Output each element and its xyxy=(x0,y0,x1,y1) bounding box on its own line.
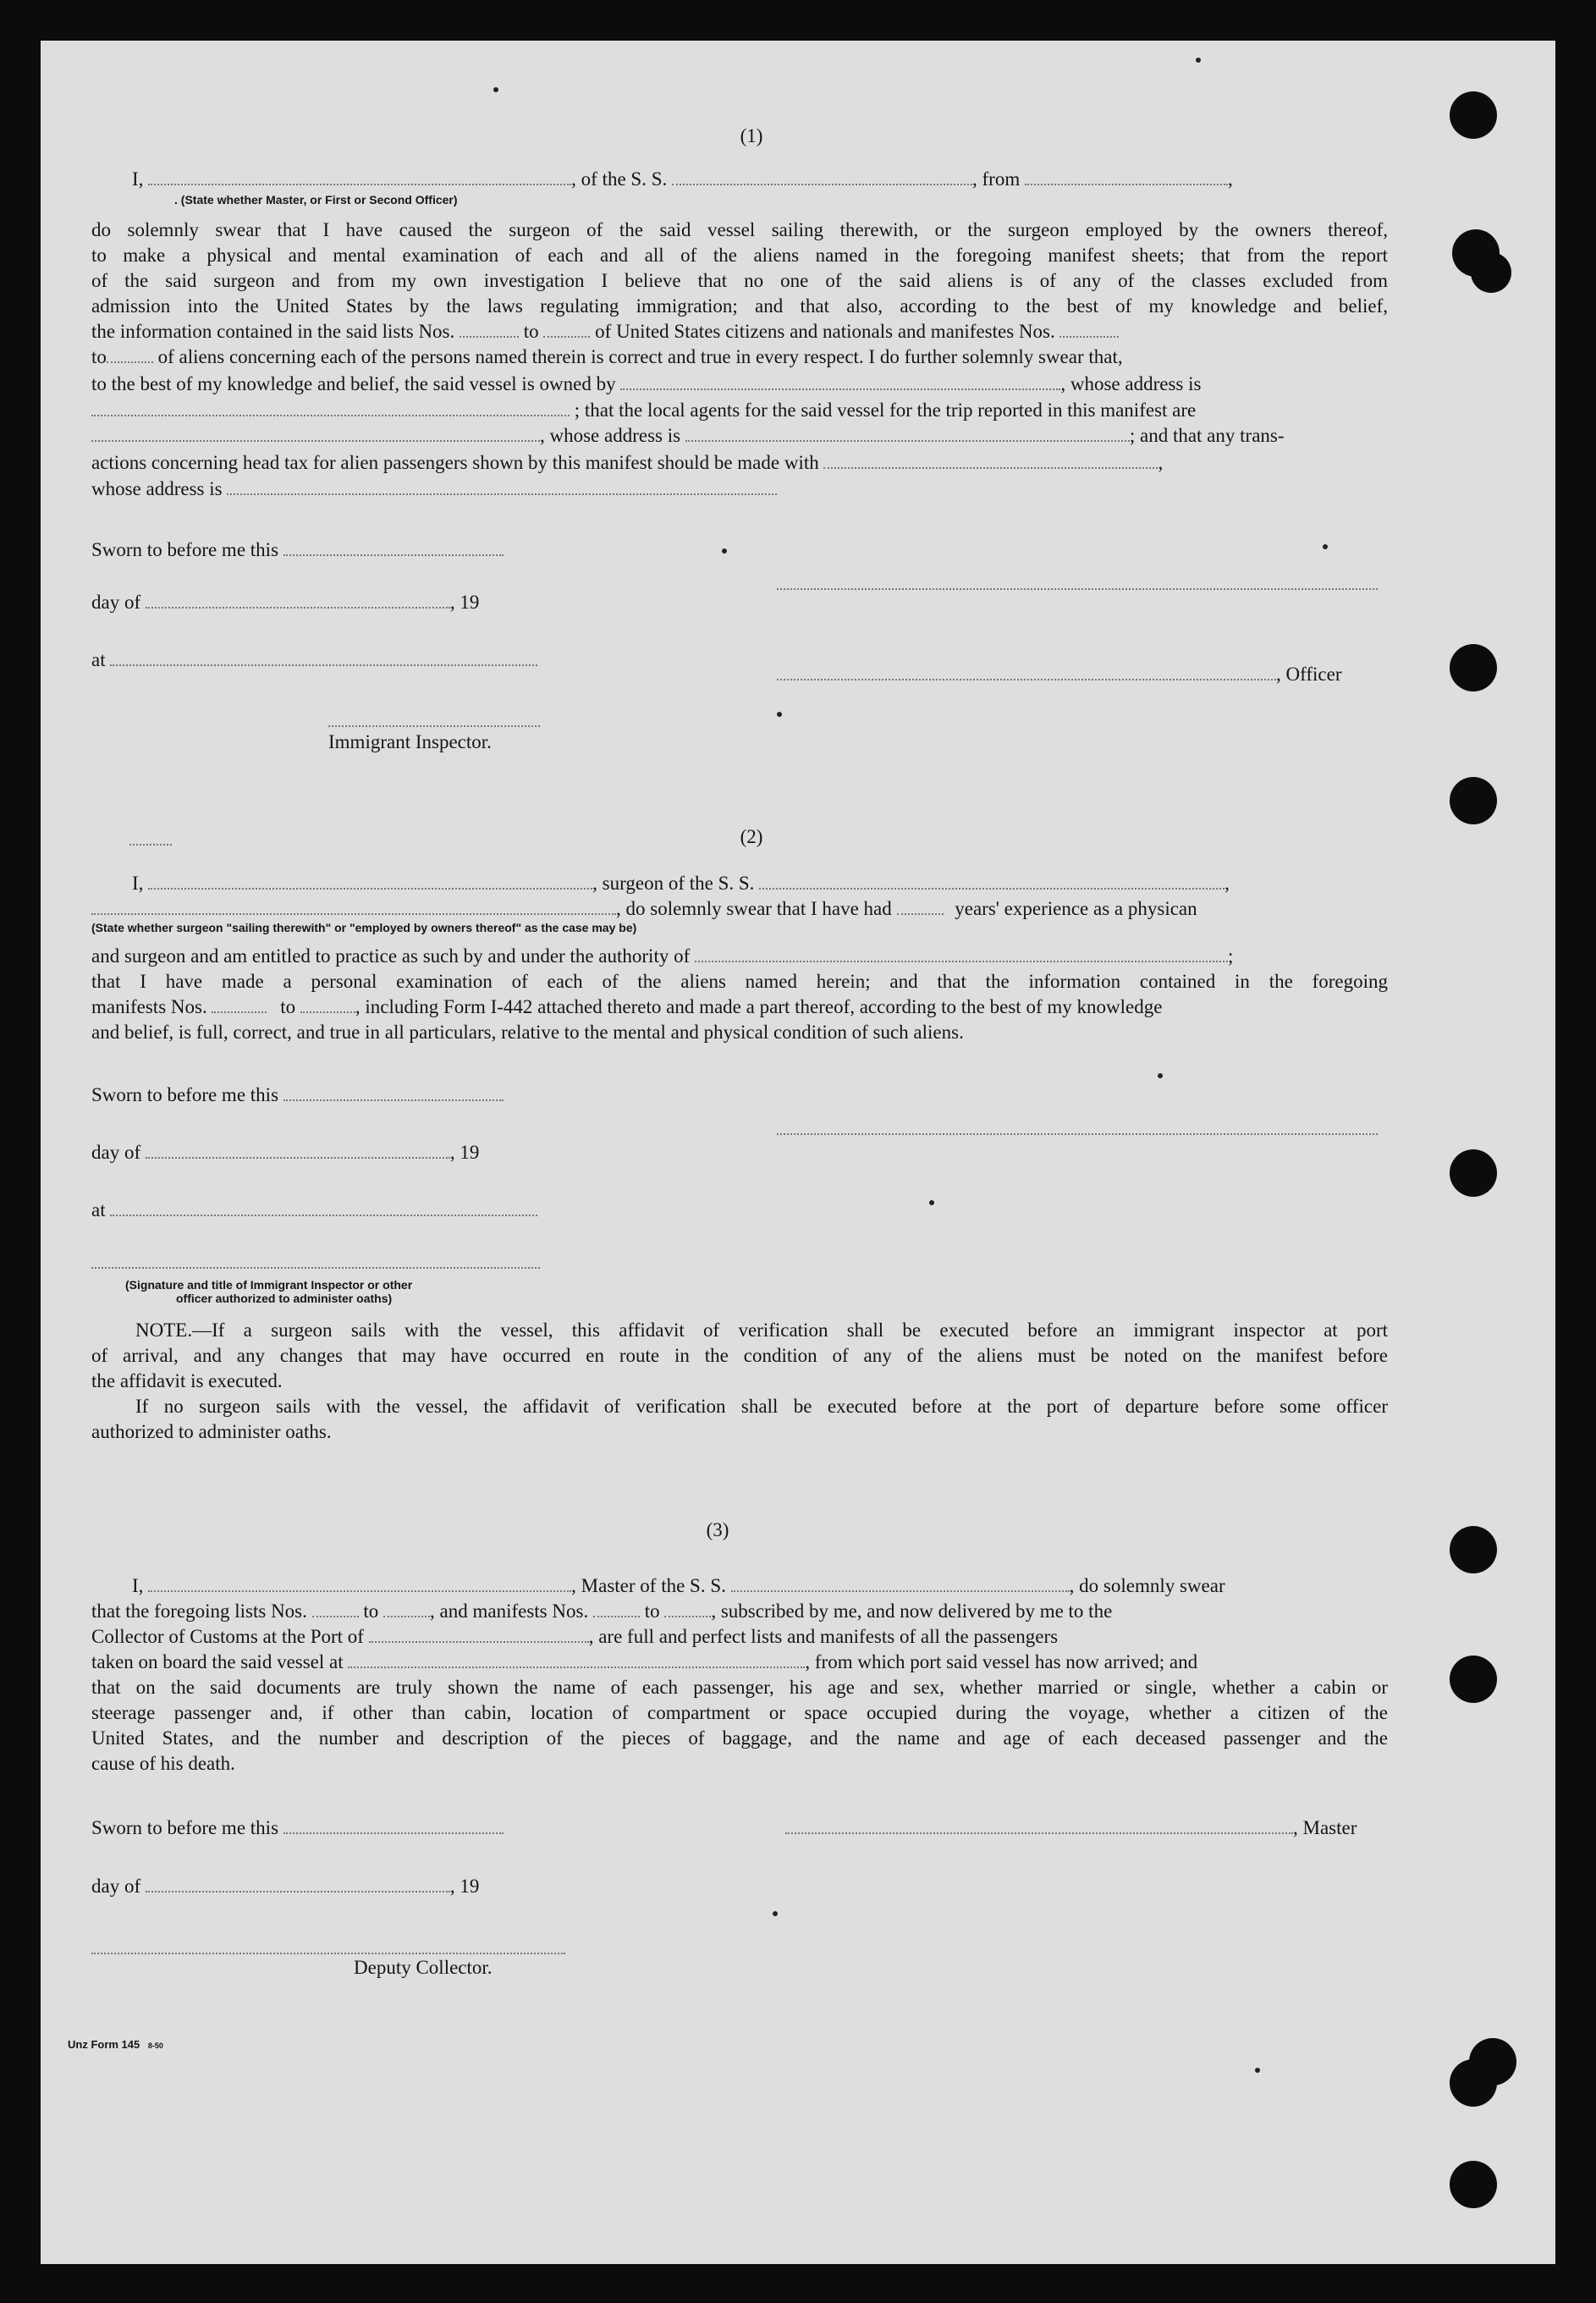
s3-master-name-field[interactable] xyxy=(148,1575,571,1592)
s1-sworn-row xyxy=(91,538,504,562)
s2-sig-note-1: (Signature and title of Immigrant Inspector or other xyxy=(125,1278,413,1292)
s1-line-7 xyxy=(91,372,1201,396)
s2-at-row xyxy=(91,1198,537,1222)
s1-line-10: actions concerning head tax for alien passengers shown by this manifest should be made with , xyxy=(91,452,1164,473)
note-line-5: authorized to administer oaths. xyxy=(91,1421,332,1442)
s2-to-label: to xyxy=(280,996,296,1017)
s3-last: cause of his death. xyxy=(91,1753,235,1774)
s1-transactions-label: ; and that any trans- xyxy=(1129,425,1285,446)
s1-lists-from-field[interactable] xyxy=(460,321,519,338)
punch-hole xyxy=(1450,91,1497,139)
s1-inspector-row xyxy=(328,709,540,733)
s2-signature-field[interactable] xyxy=(777,1118,1378,1135)
s1-agents-field[interactable] xyxy=(91,425,540,442)
s3-line-i xyxy=(132,1574,1225,1598)
s3-master-row xyxy=(785,1816,1357,1840)
s1-officer-name-field[interactable] xyxy=(148,168,571,185)
s1-day-row xyxy=(91,591,479,614)
s1-agents-address-field[interactable] xyxy=(685,425,1130,442)
s2-day-of-label: day of xyxy=(91,1142,141,1163)
s3-collector-row xyxy=(91,1937,565,1960)
s2-day-row xyxy=(91,1141,479,1165)
s3-year-label: , 19 xyxy=(449,1876,480,1897)
s1-at-label: at xyxy=(91,649,106,670)
s1-to-label: to xyxy=(523,321,539,342)
s3-manifests-label: , and manifests Nos. xyxy=(430,1601,589,1622)
s2-swear-label: , do solemnly swear that I have had xyxy=(616,898,892,919)
s1-at-row xyxy=(91,648,537,672)
s1-body-2: to make a physical and mental examination of each and all of the aliens named in the foregoing manifest sheets; that from the report xyxy=(91,245,1388,266)
s3-departure-port-field[interactable] xyxy=(348,1651,805,1668)
ink-speck xyxy=(773,1911,778,1916)
s3-body-3: United States, and the number and description of the pieces of baggage, and the name and age of each deceased passenger and the xyxy=(91,1727,1388,1749)
ink-speck xyxy=(493,87,498,92)
s3-sworn-label: Sworn to before me this xyxy=(91,1817,279,1838)
s3-port-field[interactable] xyxy=(369,1626,589,1643)
s2-signature-row xyxy=(777,1117,1378,1141)
s1-lists-label: the information contained in the said lists Nos. xyxy=(91,321,455,342)
s2-sig-note-2: officer authorized to administer oaths) xyxy=(176,1292,393,1305)
s1-line-8 xyxy=(91,399,1196,422)
s2-month-field[interactable] xyxy=(146,1142,450,1159)
punch-hole xyxy=(1450,2161,1497,2208)
section-3-number: (3) xyxy=(706,1519,729,1540)
s1-from-port-field[interactable] xyxy=(1025,168,1228,185)
s2-manifests-label: manifests Nos. xyxy=(91,996,207,1017)
s3-lists-from-field[interactable] xyxy=(312,1601,359,1617)
s3-delivered-label: , subscribed by me, and now delivered by me to the xyxy=(711,1601,1113,1622)
s1-officer-signature-field[interactable] xyxy=(777,664,1276,680)
s3-perfect-label: , are full and perfect lists and manifests of all the passengers xyxy=(588,1626,1059,1647)
s2-manifests-to-field[interactable] xyxy=(300,996,355,1013)
s1-from-label: , from xyxy=(972,168,1021,190)
manifest-affidavit-page xyxy=(41,41,1555,2264)
s3-day-of-label: day of xyxy=(91,1876,141,1897)
s3-collector-field[interactable] xyxy=(91,1937,565,1954)
form-date: 8-50 xyxy=(147,2041,163,2050)
s2-authority-label: and surgeon and am entitled to practice as such by and under the authority of xyxy=(91,945,691,967)
s1-agents-label: ; that the local agents for the said vessel for the trip reported in this manifest are xyxy=(574,399,1197,421)
s1-line-6 xyxy=(91,345,1123,369)
s1-at-field[interactable] xyxy=(110,649,537,666)
s1-owner-field[interactable] xyxy=(620,373,1060,390)
s1-owner-address-field[interactable] xyxy=(91,399,570,416)
s1-head-tax-address-field[interactable] xyxy=(227,478,777,495)
s1-signature-field[interactable] xyxy=(777,573,1378,590)
s3-on-board-label: taken on board the said vessel at xyxy=(91,1651,344,1672)
punch-hole xyxy=(1450,1149,1497,1197)
s1-officer-note: . (State whether Master, or First or Second Officer) xyxy=(174,193,458,207)
form-number-label: Unz Form 145 xyxy=(68,2038,140,2051)
s1-i-label: I, xyxy=(132,168,144,190)
s2-line-i: I, , surgeon of the S. S. , xyxy=(132,873,1230,894)
s2-manifests-from-field[interactable] xyxy=(212,996,267,1013)
s1-head-tax-label: actions concerning head tax for alien passengers shown by this manifest should be made with xyxy=(91,452,819,473)
s3-body-1: that on the said documents are truly shown the name of each passenger, his age and sex, whether married or single, whether a cabin or xyxy=(91,1677,1388,1698)
s3-manifests-from-field[interactable] xyxy=(593,1601,640,1617)
s2-surgeon-of-label: , surgeon of the S. S. xyxy=(592,873,755,894)
section-2-number: (2) xyxy=(740,826,763,847)
s2-inspector-row xyxy=(91,1251,540,1275)
s1-body-4: admission into the United States by the laws regulating immigration; and that also, according to the best of my knowledge and belief, xyxy=(91,295,1388,317)
s2-line-swear xyxy=(91,897,1197,921)
punch-hole xyxy=(1450,777,1497,824)
s1-sworn-label: Sworn to before me this xyxy=(91,539,279,560)
s1-day-of-label: day of xyxy=(91,592,141,613)
s3-manifests-to-field[interactable] xyxy=(664,1601,711,1617)
s3-master-signature-field[interactable] xyxy=(785,1817,1293,1834)
s1-line-5 xyxy=(91,320,1119,344)
s3-lists-label: that the foregoing lists Nos. xyxy=(91,1601,307,1622)
s1-signature-row xyxy=(777,572,1378,596)
s2-line-1: and surgeon and am entitled to practice as such by and under the authority of ; xyxy=(91,945,1234,967)
s1-manifests-label: of United States citizens and nationals and manifestes Nos. xyxy=(595,321,1055,342)
s1-line-9 xyxy=(91,424,1285,448)
note-line-1: NOTE.—If a surgeon sails with the vessel, this affidavit of verification shall be executed before an immigrant inspector at port xyxy=(135,1320,1388,1341)
s3-day-row xyxy=(91,1875,479,1898)
s1-inspector-field[interactable] xyxy=(328,710,540,727)
s3-line-3 xyxy=(91,1625,1058,1649)
s3-month-field[interactable] xyxy=(146,1876,450,1893)
s2-i-label: I, xyxy=(132,873,144,894)
s2-top-dots xyxy=(129,828,172,851)
s3-sworn-row xyxy=(91,1816,504,1840)
s1-inspector-label: Immigrant Inspector. xyxy=(328,731,492,752)
note-line-3: the affidavit is executed. xyxy=(91,1370,283,1391)
s3-master-of-label: , Master of the S. S. xyxy=(571,1575,726,1596)
s1-to-label-2: to xyxy=(91,346,107,367)
s2-vessel-field[interactable] xyxy=(759,873,1225,890)
s2-form-label: , including Form I-442 attached thereto and made a part thereof, according to the best of my knowledge xyxy=(355,996,1163,1017)
s3-master-label: , Master xyxy=(1293,1817,1357,1838)
s3-to-label-2: to xyxy=(644,1601,660,1622)
section-1-number: (1) xyxy=(740,125,763,146)
s3-sworn-day-field[interactable] xyxy=(283,1817,504,1834)
s2-at-label: at xyxy=(91,1199,106,1220)
s1-owned-by-label: to the best of my knowledge and belief, the said vessel is owned by xyxy=(91,373,616,394)
s1-owner-address-label: , whose address is xyxy=(1060,373,1202,394)
punch-hole xyxy=(1450,644,1497,691)
s1-lists-to-field[interactable] xyxy=(543,321,590,338)
ink-speck xyxy=(929,1200,934,1205)
s1-manifests-from-field[interactable] xyxy=(1059,321,1119,338)
ink-speck xyxy=(1196,58,1201,63)
s3-collector-label: Deputy Collector. xyxy=(354,1957,493,1978)
s1-body-1: do solemnly swear that I have caused the surgeon of the said vessel sailing therewith, or the surgeon employed by the owners thereof, xyxy=(91,219,1388,240)
s1-sworn-day-field[interactable] xyxy=(283,539,504,556)
s2-authority-field[interactable] xyxy=(695,945,1228,962)
s1-whose-address-label: whose address is xyxy=(91,478,223,499)
punch-hole xyxy=(1450,1526,1497,1573)
s2-inspector-field[interactable] xyxy=(91,1252,540,1269)
note-line-2: of arrival, and any changes that may have occurred en route in the condition of any of the aliens must be noted on the manifest before xyxy=(91,1345,1388,1366)
s1-body-3: of the said surgeon and from my own investigation I believe that no one of the said aliens is of any of the classes excluded from xyxy=(91,270,1388,291)
s3-arrived-label: , from which port said vessel has now arrived; and xyxy=(805,1651,1198,1672)
s1-manifests-to-field[interactable] xyxy=(107,346,153,363)
s1-head-tax-field[interactable] xyxy=(823,452,1158,469)
s2-at-field[interactable] xyxy=(110,1199,537,1216)
note-line-4: If no surgeon sails with the vessel, the affidavit of verification shall be executed before at the port of departure before some officer xyxy=(135,1396,1388,1417)
s2-note: (State whether surgeon "sailing therewith" or "employed by owners thereof" as the case may be) xyxy=(91,921,637,934)
s2-line-3 xyxy=(91,995,1162,1019)
s3-line-2 xyxy=(91,1600,1112,1623)
s3-body-2: steerage passenger and, if other than cabin, location of compartment or space occupied during the voyage, whether a citizen of the xyxy=(91,1702,1388,1723)
ink-speck xyxy=(722,548,727,554)
s2-sworn-label: Sworn to before me this xyxy=(91,1084,279,1105)
ink-speck xyxy=(1255,2068,1260,2073)
s1-line-11 xyxy=(91,477,777,501)
ink-speck xyxy=(1323,544,1328,549)
s3-vessel-field[interactable] xyxy=(731,1575,1070,1592)
s2-line-4: and belief, is full, correct, and true in all particulars, relative to the mental and physical condition of such aliens. xyxy=(91,1022,964,1043)
ink-speck xyxy=(1158,1073,1163,1078)
s3-line-4 xyxy=(91,1650,1197,1674)
s3-i-label: I, xyxy=(132,1575,144,1596)
form-number xyxy=(68,2038,163,2052)
s2-sworn-day-field[interactable] xyxy=(283,1084,504,1101)
s3-to-label: to xyxy=(363,1601,379,1622)
s2-surgeon-name-field[interactable] xyxy=(148,873,592,890)
s2-sworn-row xyxy=(91,1083,504,1107)
s1-agents-address-label: , whose address is xyxy=(540,425,681,446)
s1-month-field[interactable] xyxy=(146,592,450,609)
s1-officer-label: , Officer xyxy=(1276,664,1342,685)
punch-hole xyxy=(1450,1656,1497,1703)
punch-hole xyxy=(1450,2059,1497,2107)
s1-line-6-text: of aliens concerning each of the persons named therein is correct and true in every respect. I do further solemnly swear that, xyxy=(157,346,1123,367)
s3-lists-to-field[interactable] xyxy=(383,1601,430,1617)
s2-line-2: that I have made a personal examination of each of the aliens named herein; and that the information contained in the foregoing xyxy=(91,971,1388,992)
s3-swear-label: , do solemnly swear xyxy=(1069,1575,1225,1596)
s3-port-label: Collector of Customs at the Port of xyxy=(91,1626,364,1647)
ink-speck xyxy=(777,712,782,717)
punch-hole xyxy=(1471,252,1511,293)
s2-years-field[interactable] xyxy=(897,898,944,915)
s2-years-label: years' experience as a physican xyxy=(955,898,1197,919)
s1-of-ss-label: , of the S. S. xyxy=(571,168,668,190)
s1-vessel-field[interactable] xyxy=(672,168,972,185)
s1-officer-row xyxy=(777,663,1341,686)
s1-year-label: , 19 xyxy=(449,592,480,613)
s2-sailing-field[interactable] xyxy=(91,898,616,915)
s1-line-i: I, , of the S. S. , from , xyxy=(132,168,1233,190)
s2-year-label: , 19 xyxy=(449,1142,480,1163)
